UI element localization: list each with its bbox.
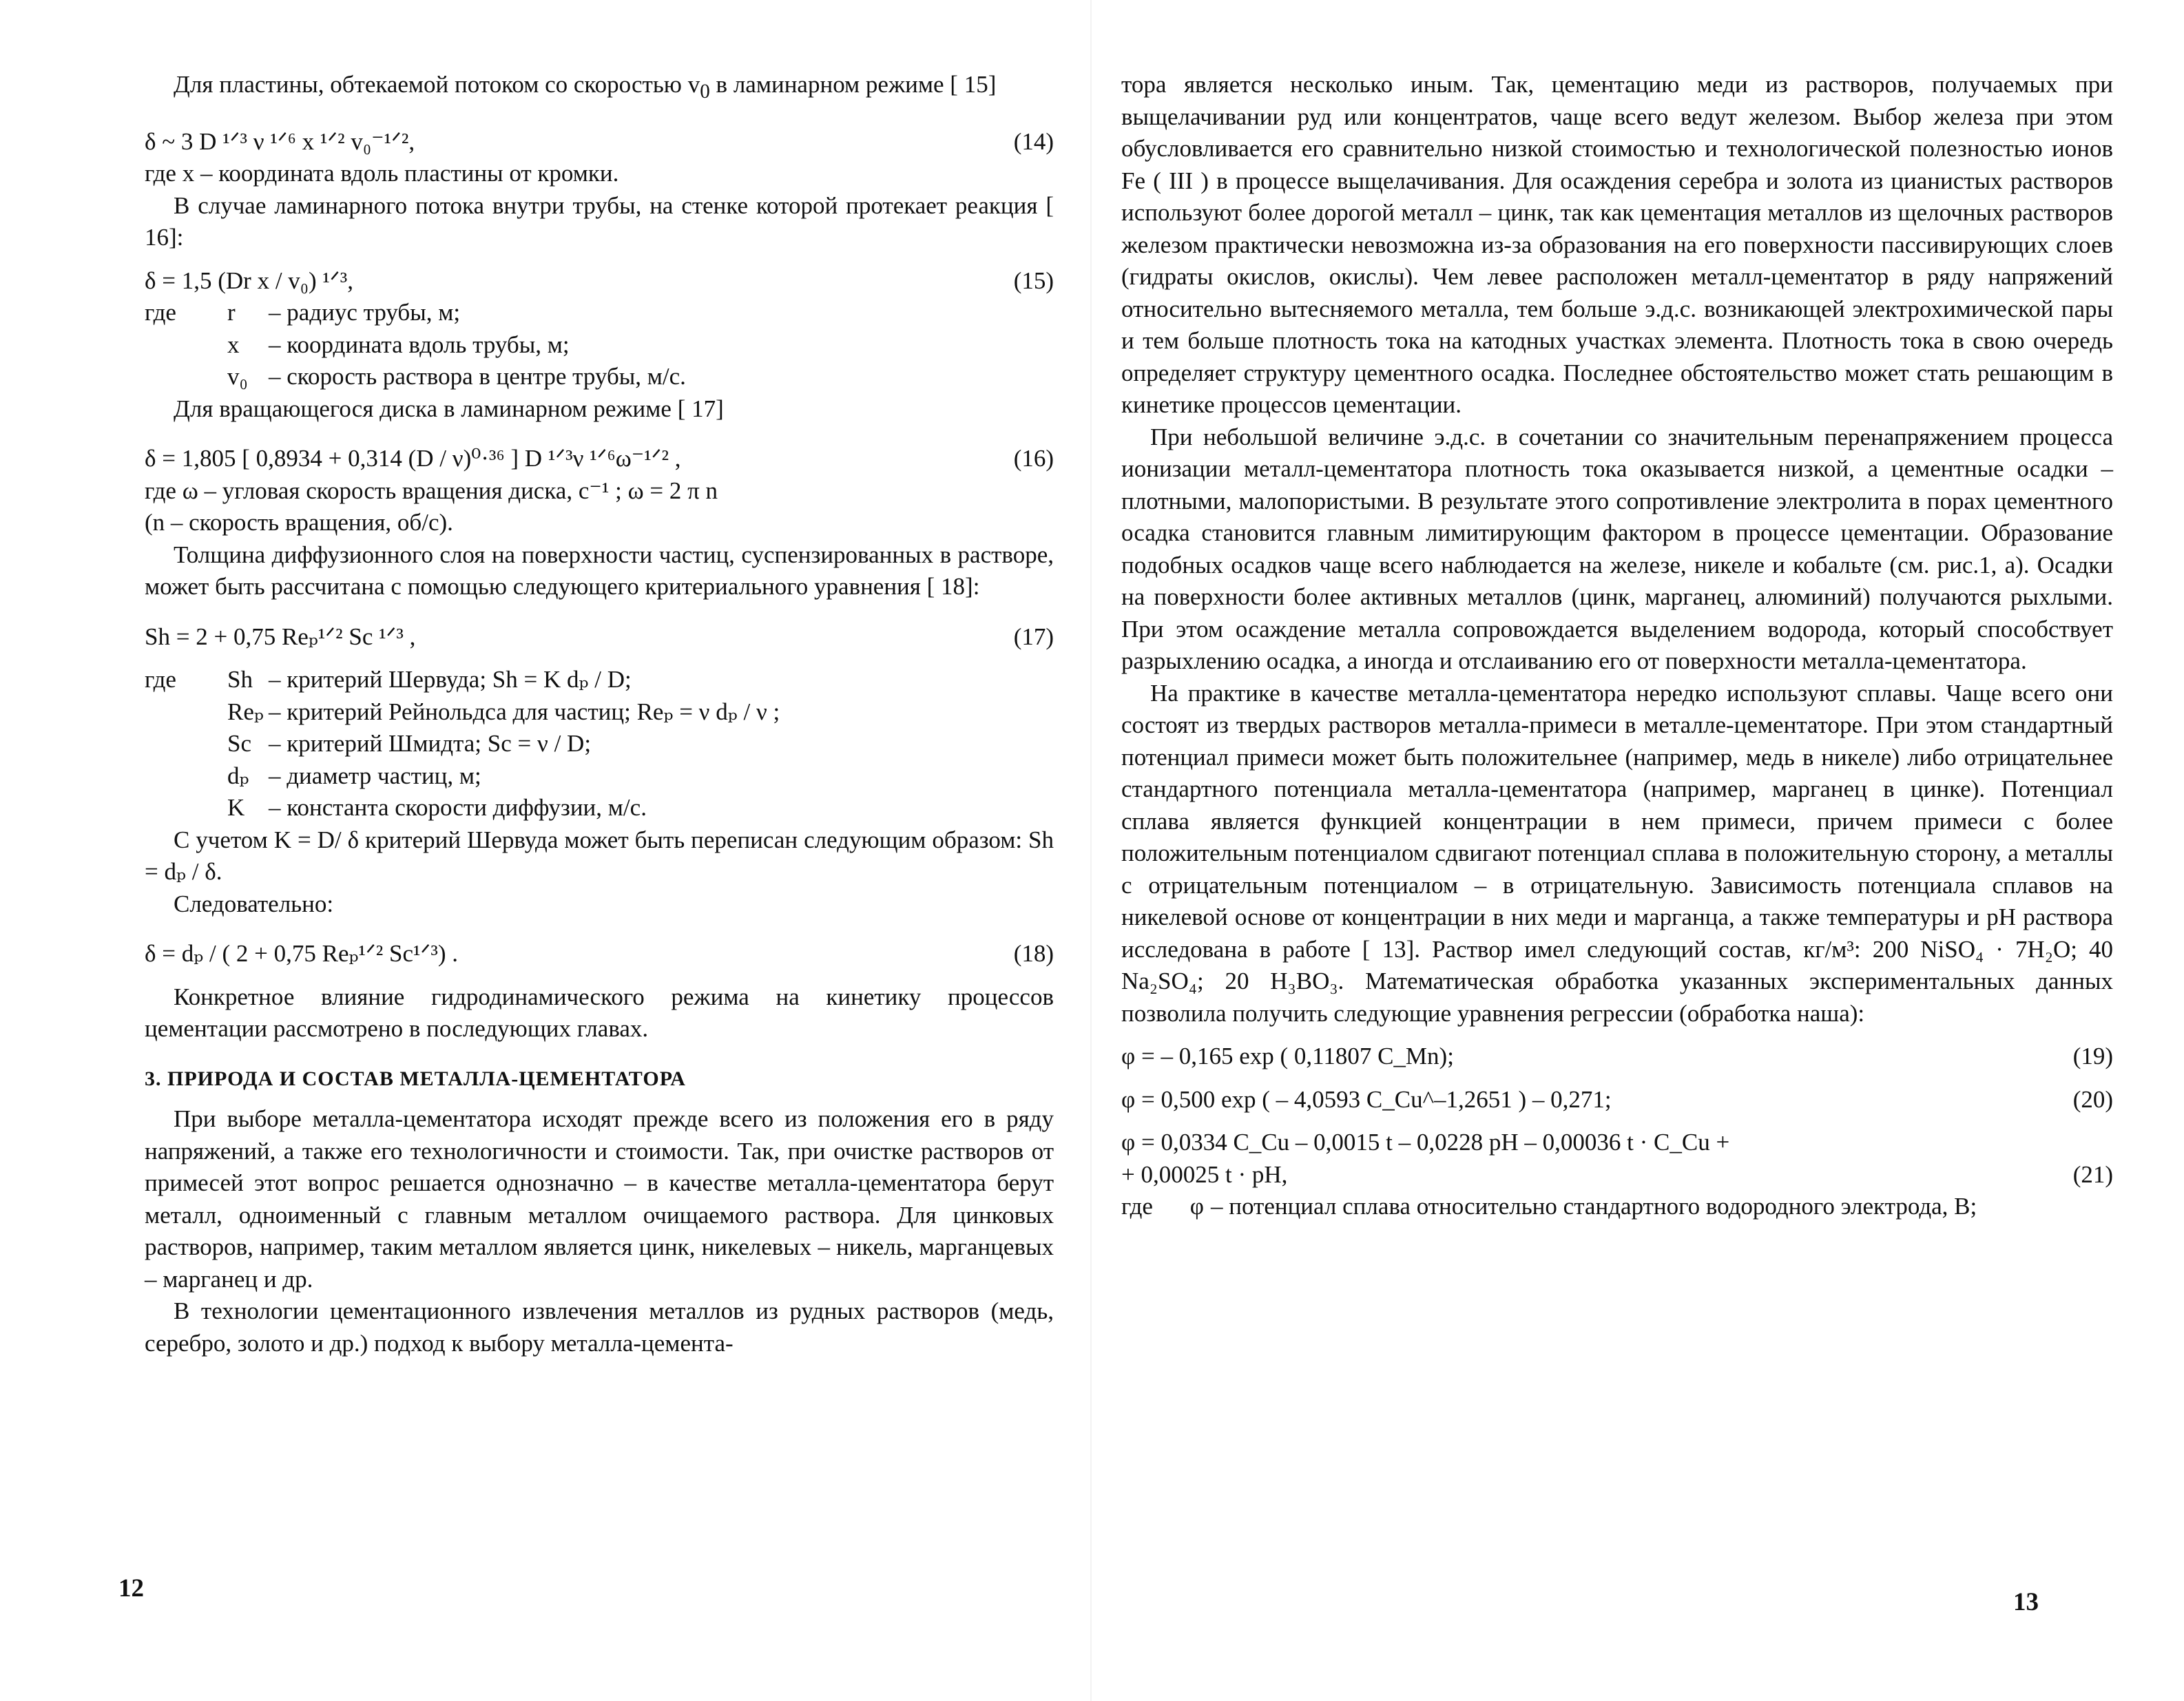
- equation-16: [145, 443, 1054, 475]
- equation-number: (21): [2072, 1160, 2113, 1188]
- paragraph: На практике в качестве металла-цементатора нередко используют сплавы. Чаще всего они состоят из твердых растворов металла-примеси в металле-цементаторе. При этом стандартный потенциал примеси может быть положительнее (например, медь в никеле) либо отрицательнее стандартного потенциала металла-цементатора (например, марганец в цинке). Потенциал сплава является функцией концентрации в нем примеси, причем примеси с более положительным потенциалом сдвигают потенциал сплава в положительную сторону, а металлы с отрицательным потенциалом – в отрицательную. Зависимость потенциала сплавов на никелевой основе от концентрации в них меди и марганца, а также температуры и pH раствора исследована в работе [ 13]. Раствор имел следующий состав, кг/м³: 200 NiSO₄ · 7H₂O; 40 Na₂SO₄; 20 H₃BO₃. Математическая обработка указанных экспериментальных данных позволила получить следующие уравнения регрессии (обработка наша):: [1121, 679, 2113, 1027]
- paragraph: Следовательно:: [174, 890, 334, 917]
- variable-definitions: где r – радиус трубы, м; x – координата вдоль трубы, м; v₀ – скорость раствора в центре трубы, м/с.: [145, 299, 686, 390]
- equation-21: [1121, 1159, 2113, 1191]
- paragraph: Толщина диффузионного слоя на поверхности частиц, суспензированных в растворе, может быть рассчитана с помощью следующего критериального уравнения [ 18]:: [145, 541, 1054, 600]
- equation-number: (14): [1013, 127, 1054, 155]
- equation-number: (20): [2072, 1085, 2113, 1113]
- paragraph: Для пластины, обтекаемой потоком со скоростью $v_0$ в ламинарном режиме [ 15]: [174, 71, 997, 103]
- page-number: 12: [118, 1574, 144, 1603]
- variable-definitions: где Sh – критерий Шервуда; Sh = K dₚ / D; Reₚ – критерий Рейнольдса для частиц; Reₚ = ν dₚ / ν ; Sc – критерий Шмидта; Sc = ν / D; dₚ – диаметр частиц, м; K – константа скорости диффузии, м/с.: [145, 666, 780, 821]
- equation-formula: δ ~ 3 D ¹ᐟ³ ν ¹ᐟ⁶ x ¹ᐟ² v₀⁻¹ᐟ²,: [145, 127, 415, 155]
- paragraph: Конкретное влияние гидродинамического режима на кинетику процессов цементации рассмотрено в последующих главах.: [145, 983, 1054, 1042]
- equation-number: (16): [1013, 445, 1054, 472]
- paragraph: С учетом K = D/ δ критерий Шервуда может быть переписан следующим образом: Sh = dₚ / δ.: [145, 826, 1054, 885]
- equation-formula: δ = dₚ / ( 2 + 0,75 Reₚ¹ᐟ² Sc¹ᐟ³) .: [145, 940, 458, 967]
- equation-18: [145, 938, 1054, 970]
- equation-where: где x – координата вдоль пластины от кромки.: [145, 160, 619, 187]
- equation-20: [1121, 1084, 2113, 1116]
- paragraph: При выборе металла-цементатора исходят прежде всего из положения его в ряду напряжений, а также его технологичности и стоимости. Так, при очистке растворов от примесей этот вопрос решается однозначно – в качестве металла-цементатора берут металл, одноименный с главным металлом очищаемого раствора. Для цинковых растворов, например, таким металлом является цинк, никелевых – никель, марганцевых – марганец и др.: [145, 1105, 1054, 1293]
- equation-17: [145, 621, 1054, 654]
- paragraph: Для вращающегося диска в ламинарном режиме [ 17]: [174, 395, 724, 422]
- paragraph: В технологии цементационного извлечения металлов из рудных растворов (медь, серебро, золото и др.) подход к выбору металла-цемента-: [145, 1297, 1054, 1357]
- page-number: 13: [2013, 1588, 2039, 1616]
- equation-where: (n – скорость вращения, об/с).: [145, 509, 453, 536]
- equation-number: (19): [2072, 1043, 2113, 1069]
- equation-19: [1121, 1041, 2113, 1073]
- equation-formula: + 0,00025 t · pH,: [1121, 1160, 1288, 1188]
- equation-formula: Sh = 2 + 0,75 Reₚ¹ᐟ² Sc ¹ᐟ³ ,: [145, 623, 416, 650]
- right-page: [1092, 0, 2184, 1701]
- equation-formula: δ = 1,5 (Dr x / v₀) ¹ᐟ³,: [145, 267, 353, 294]
- equation-formula: φ = 0,0334 C_Cu – 0,0015 t – 0,0228 pH – 0,00036 t · C_Cu +: [1121, 1129, 1730, 1156]
- equation-formula: δ = 1,805 [ 0,8934 + 0,314 (D / ν)⁰·³⁶ ] D ¹ᐟ³ν ¹ᐟ⁶ω⁻¹ᐟ² ,: [145, 445, 681, 472]
- paragraph: При небольшой величине э.д.с. в сочетании со значительным перенапряжением процесса ионизации металл-цементатора плотность тока оказывается низкой, а цементные осадки – плотными, малопористыми. В результате этого сопротивление электролита в порах цементного осадка становится главным лимитирующим фактором в процессе цементации. Образование подобных осадков чаще всего наблюдается на железе, никеле и кобальте (см. рис.1, а). Осадки на поверхности более активных металлов (цинк, марганец, алюминий) получаются рыхлыми. При этом осаждение металла сопровождается выделением водорода, который способствует разрыхлению осадка, а иногда и отслаиванию его от поверхности металла-цементатора.: [1121, 423, 2113, 674]
- paragraph: В случае ламинарного потока внутри трубы, на стенке которой протекает реакция [ 16]:: [145, 191, 1054, 251]
- section-heading: 3. ПРИРОДА И СОСТАВ МЕТАЛЛА-ЦЕМЕНТАТОРА: [145, 1067, 686, 1090]
- equation-15: [145, 265, 1054, 298]
- equation-14: [145, 126, 1054, 158]
- equation-formula: φ = 0,500 exp ( – 4,0593 C_Cu^–1,2651 ) – 0,271;: [1121, 1085, 1612, 1113]
- equation-formula: φ = – 0,165 exp ( 0,11807 C_Mn);: [1121, 1043, 1454, 1069]
- equation-number: (15): [1013, 267, 1054, 294]
- left-text-column: [145, 69, 1054, 1359]
- equation-number: (17): [1013, 623, 1054, 650]
- variable-definitions: где φ – потенциал сплава относительно стандартного водородного электрода, В;: [1121, 1193, 1977, 1220]
- paragraph: тора является несколько иным. Так, цементацию меди из растворов, получаемых при выщелачивании руд или концентратов, чаще всего ведут железом. Выбор железа при этом обусловливается его сравнительно низкой стоимостью и технологической полезностью ионов Fe ( III ) в процессе выщелачивания. Для осаждения серебра и золота из цианистых растворов используют более дорогой металл – цинк, так как цементация металлов из щелочных растворов железом практически невозможна из-за образования на его поверхности пассивирующих слоев (гидраты окислов, окислы). Чем левее расположен металл-цементатор в ряду напряжений относительно вытесняемого металла, тем больше э.д.с. возникающей электрохимической пары и тем больше плотность тока на катодных участках элемента. Плотность тока в свою очередь определяет структуру цементного осадка. Последнее обстоятельство может стать решающим в кинетике процессов цементации.: [1121, 71, 2113, 418]
- equation-number: (18): [1013, 940, 1054, 967]
- equation-where: где ω – угловая скорость вращения диска, с⁻¹ ; ω = 2 π n: [145, 477, 718, 504]
- right-text-column: [1121, 69, 2113, 1223]
